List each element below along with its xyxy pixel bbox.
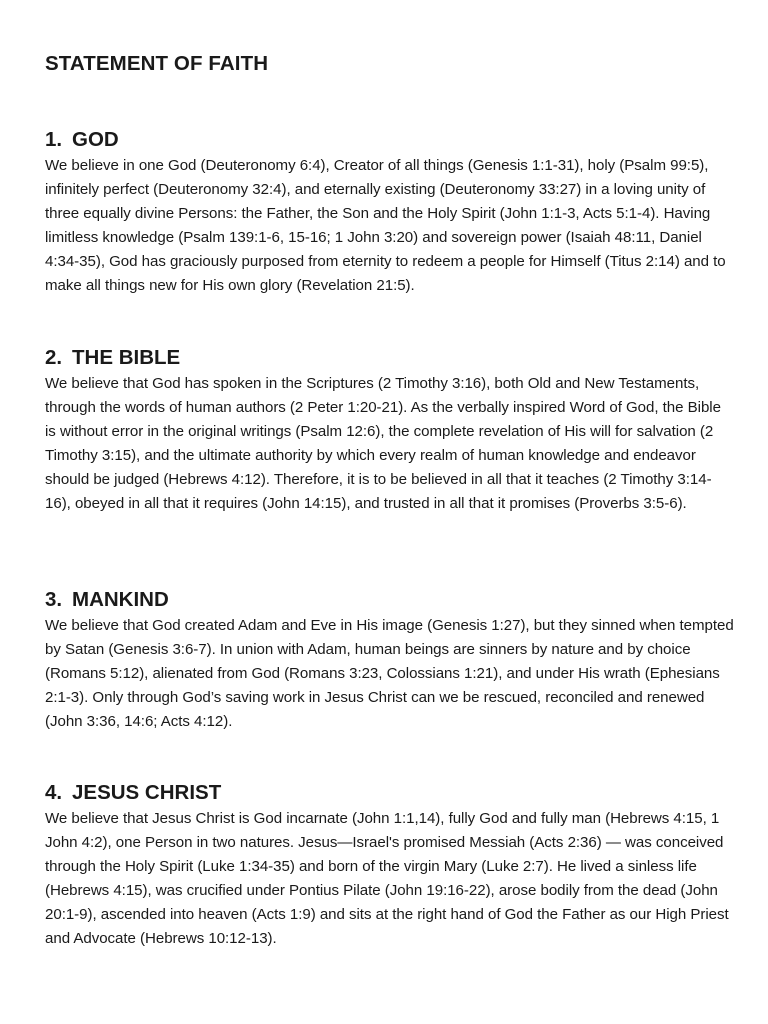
section-heading [45,344,735,372]
section-title: MANKIND [72,588,169,611]
section-heading [45,586,735,614]
section-body: We believe that God has spoken in the Scriptures (2 Timothy 3:16), both Old and New Testaments, through the words of human authors (2 Peter 1:20-21). As the verbally inspired Word of God, the Bible is without error in the original writings (Psalm 12:6), the complete revelation of His will for salvation (2 Timothy 3:15), and the ultimate authority by which every realm of human knowledge and endeavor should be judged (Hebrews 4:12). Therefore, it is to be believed in all that it teaches (2 Timothy 3:14-16), obeyed in all that it requires (John 14:15), and trusted in all that it promises (Proverbs 3:5-6). [45,375,721,512]
section-mankind [45,586,735,734]
section-jesus-christ [45,779,735,951]
section-body: We believe that Jesus Christ is God incarnate (John 1:1,14), fully God and fully man (Hebrews 4:15, 1 John 4:2), one Person in two natures. Jesus—Israel's promised Messiah (Acts 2:36) — was conceived through the Holy Spirit (Luke 1:34-35) and born of the virgin Mary (Luke 2:7). He lived a sinless life (Hebrews 4:15), was crucified under Pontius Pilate (John 19:16-22), arose bodily from the dead (John 20:1-9), ascended into heaven (Acts 1:9) and sits at the right hand of God the Father as our High Priest and Advocate (Hebrews 10:12-13). [45,810,729,947]
document-page [45,50,735,947]
section-body: We believe that God created Adam and Eve in His image (Genesis 1:27), but they sinned when tempted by Satan (Genesis 3:6-7). In union with Adam, human beings are sinners by nature and by choice (Romans 5:12), alienated from God (Romans 3:23, Colossians 1:21), and under His wrath (Ephesians 2:1-3). Only through God’s saving work in Jesus Christ can we be rescued, reconciled and renewed (John 3:36, 14:6; Acts 4:12). [45,617,734,730]
section-number: 1. [45,128,63,151]
section-god [45,126,735,298]
section-heading [45,126,735,154]
section-heading [45,779,735,807]
section-title: GOD [72,128,119,151]
section-number: 4. [45,781,63,804]
document-title: STATEMENT OF FAITH [45,52,269,75]
section-the-bible [45,344,735,516]
section-number: 2. [45,346,63,369]
section-title: THE BIBLE [72,346,181,369]
section-body: We believe in one God (Deuteronomy 6:4), Creator of all things (Genesis 1:1-31), holy (Psalm 99:5), infinitely perfect (Deuteronomy 32:4), and eternally existing (Deuteronomy 33:27) in a loving unity of three equally divine Persons: the Father, the Son and the Holy Spirit (John 1:1-3, Acts 5:1-4). Having limitless knowledge (Psalm 139:1-6, 15-16; 1 John 3:20) and sovereign power (Isaiah 48:11, Daniel 4:34-35), God has graciously purposed from eternity to redeem a people for Himself (Titus 2:14) and to make all things new for His own glory (Revelation 21:5). [45,157,726,294]
section-title: JESUS CHRIST [72,781,222,804]
section-number: 3. [45,588,63,611]
